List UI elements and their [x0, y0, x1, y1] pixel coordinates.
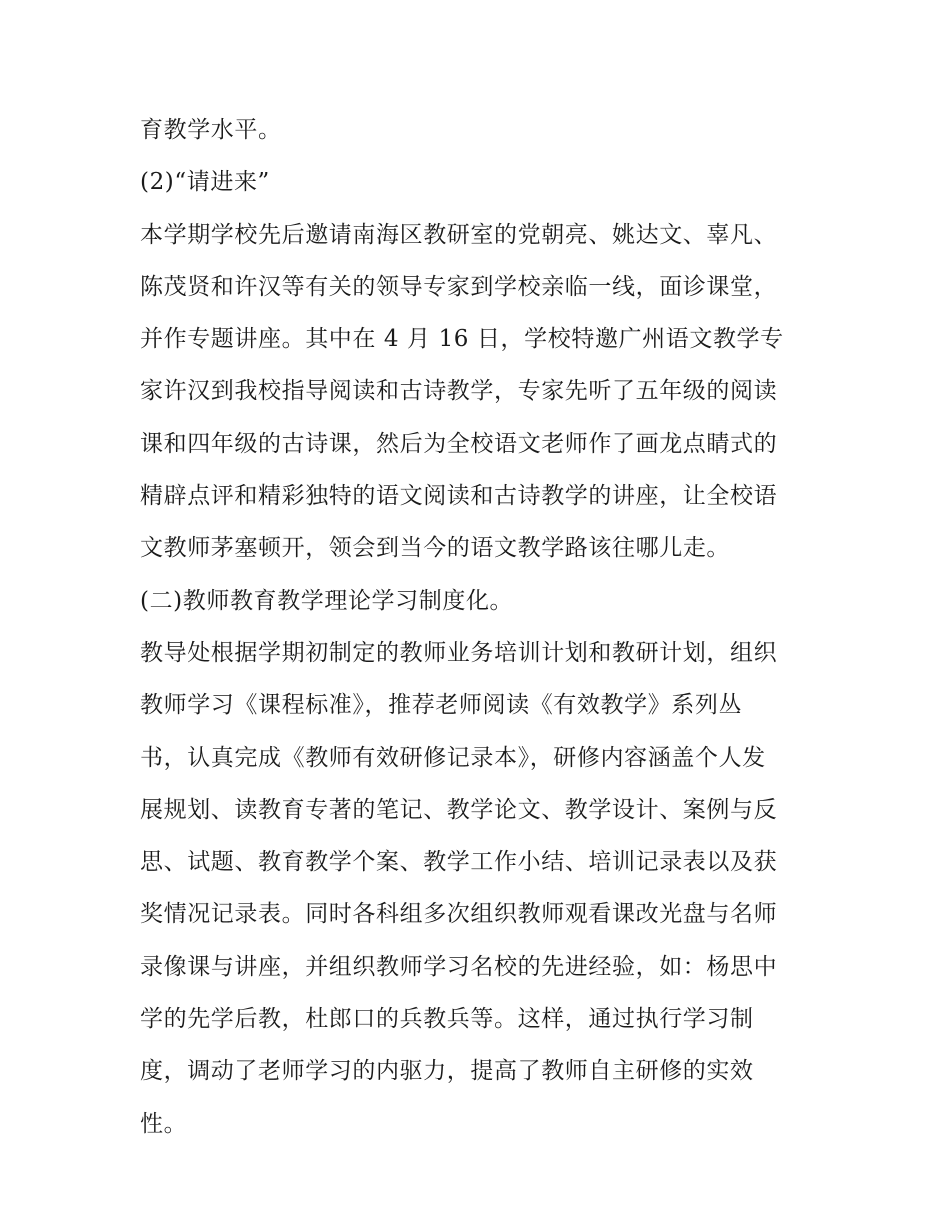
- text-line: 家许汉到我校指导阅读和古诗教学，专家先听了五年级的阅读: [140, 378, 778, 405]
- text-line: 教师学习《课程标准》，推荐老师阅读《有效教学》系列丛: [140, 692, 743, 719]
- section-heading: (二)教师教育教学理论学习制度化。: [140, 587, 514, 614]
- text-line: 教导处根据学期初制定的教师业务培训计划和教研计划，组织: [140, 639, 778, 666]
- body-text: [140, 104, 820, 1150]
- text-line: 陈茂贤和许汉等有关的领导专家到学校亲临一线，面诊课堂，: [140, 273, 778, 300]
- text-line: 性。: [140, 1110, 188, 1137]
- section-heading: (2)“请进来”: [140, 169, 270, 196]
- text-line: 展规划、读教育专著的笔记、教学论文、教学设计、案例与反: [140, 796, 778, 823]
- text-line: 录像课与讲座，并组织教师学习名校的先进经验，如：杨思中: [140, 953, 778, 980]
- text-line: 并作专题讲座。其中在 4 月 16 日，学校特邀广州语文教学专: [140, 326, 784, 353]
- text-line: 书，认真完成《教师有效研修记录本》，研修内容涵盖个人发: [140, 744, 766, 771]
- text-line: 思、试题、教育教学个案、教学工作小结、培训记录表以及获: [140, 849, 778, 876]
- text-line: 学的先学后教，杜郎口的兵教兵等。这样，通过执行学习制: [140, 1006, 754, 1033]
- text-line: 精辟点评和精彩独特的语文阅读和古诗教学的讲座，让全校语: [140, 483, 778, 510]
- text-line: 度，调动了老师学习的内驱力，提高了教师自主研修的实效: [140, 1058, 754, 1085]
- text-line: 奖情况记录表。同时各科组多次组织教师观看课改光盘与名师: [140, 901, 778, 928]
- text-line: 文教师茅塞顿开，领会到当今的语文教学路该往哪儿走。: [140, 535, 730, 562]
- text-line: 课和四年级的古诗课，然后为全校语文老师作了画龙点睛式的: [140, 430, 778, 457]
- text-line: 育教学水平。: [140, 117, 282, 143]
- text-line: 本学期学校先后邀请南海区教研室的党朝亮、姚达文、辜凡、: [140, 221, 778, 248]
